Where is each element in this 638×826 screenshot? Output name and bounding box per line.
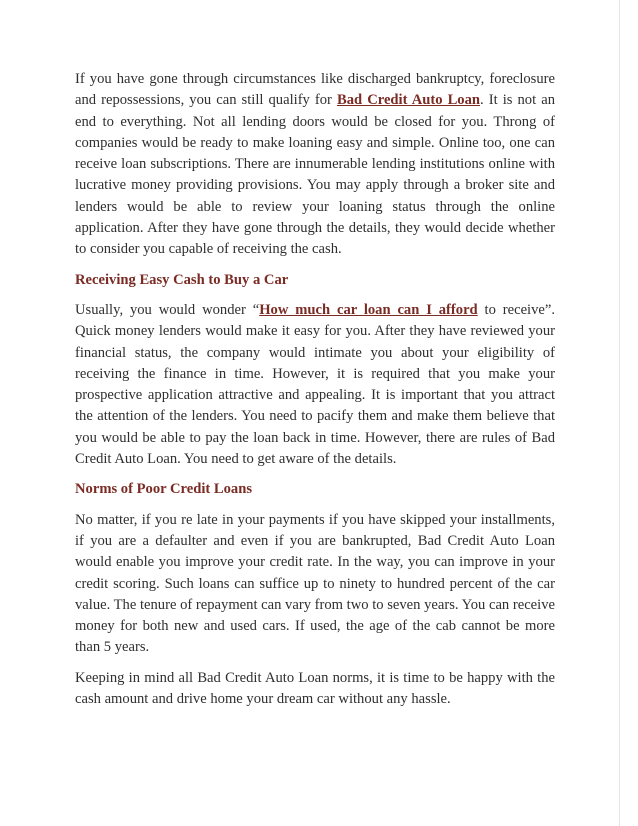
paragraph-norms: No matter, if you re late in your payments if you have skipped your installments, if you are a defaulter and even if you are bankrupted, Bad Credit Auto Loan would enable you improve your credit rate. In the way, you can improve in your credit scoring. Such loans can suffice up to ninety to hundred percent of the car value. The tenure of repayment can vary from two to seven years. You can receive money for both new and used cars. If used, the age of the cab cannot be more than 5 years. bbox=[75, 511, 555, 656]
paragraph-intro bbox=[75, 69, 555, 261]
how-much-car-loan-link[interactable]: How much car loan can I afford bbox=[259, 301, 478, 318]
paragraph-intro-text-start: If you have gone through circumstances like discharged bankruptcy, foreclosure and repossessions, you can still qualify for bbox=[75, 71, 555, 109]
paragraph-easy-cash-text-start: Usually, you would wonder “ bbox=[75, 301, 260, 318]
bad-credit-auto-loan-link[interactable]: Bad Credit Auto Loan bbox=[336, 92, 481, 109]
paragraph-intro-text-end: . It is not an end to everything. Not all lending doors would be closed for you. Throng of companies would be ready to make loaning easy and simple. Online too, one can receive loan subscriptions. There are innumerable lending institutions online with lucrative money providing provisions. You may apply through a broker site and lenders would be able to review your loaning status through the online application. After they have gone through the details, they would decide whether to consider you capable of receiving the cash. bbox=[75, 92, 555, 258]
document-body bbox=[75, 69, 555, 710]
paragraph-easy-cash-text-end: to receive”. Quick money lenders would make it easy for you. After they have reviewed your financial status, the company would intimate you about your eligibility of receiving the finance in time. However, it is required that you make your prospective application attractive and appealing. It is important that you attract the attention of the lenders. You need to pacify them and make them believe that you would be able to pay the loan back in time. However, there are rules of Bad Credit Auto Loan. You need to get aware of the details. bbox=[75, 301, 555, 468]
paragraph-easy-cash bbox=[75, 300, 555, 470]
heading-receiving-easy-cash: Receiving Easy Cash to Buy a Car bbox=[75, 271, 289, 288]
heading-norms-poor-credit: Norms of Poor Credit Loans bbox=[75, 481, 253, 498]
paragraph-conclusion: Keeping in mind all Bad Credit Auto Loan norms, it is time to be happy with the cash amount and drive home your dream car without any hassle. bbox=[75, 669, 555, 708]
